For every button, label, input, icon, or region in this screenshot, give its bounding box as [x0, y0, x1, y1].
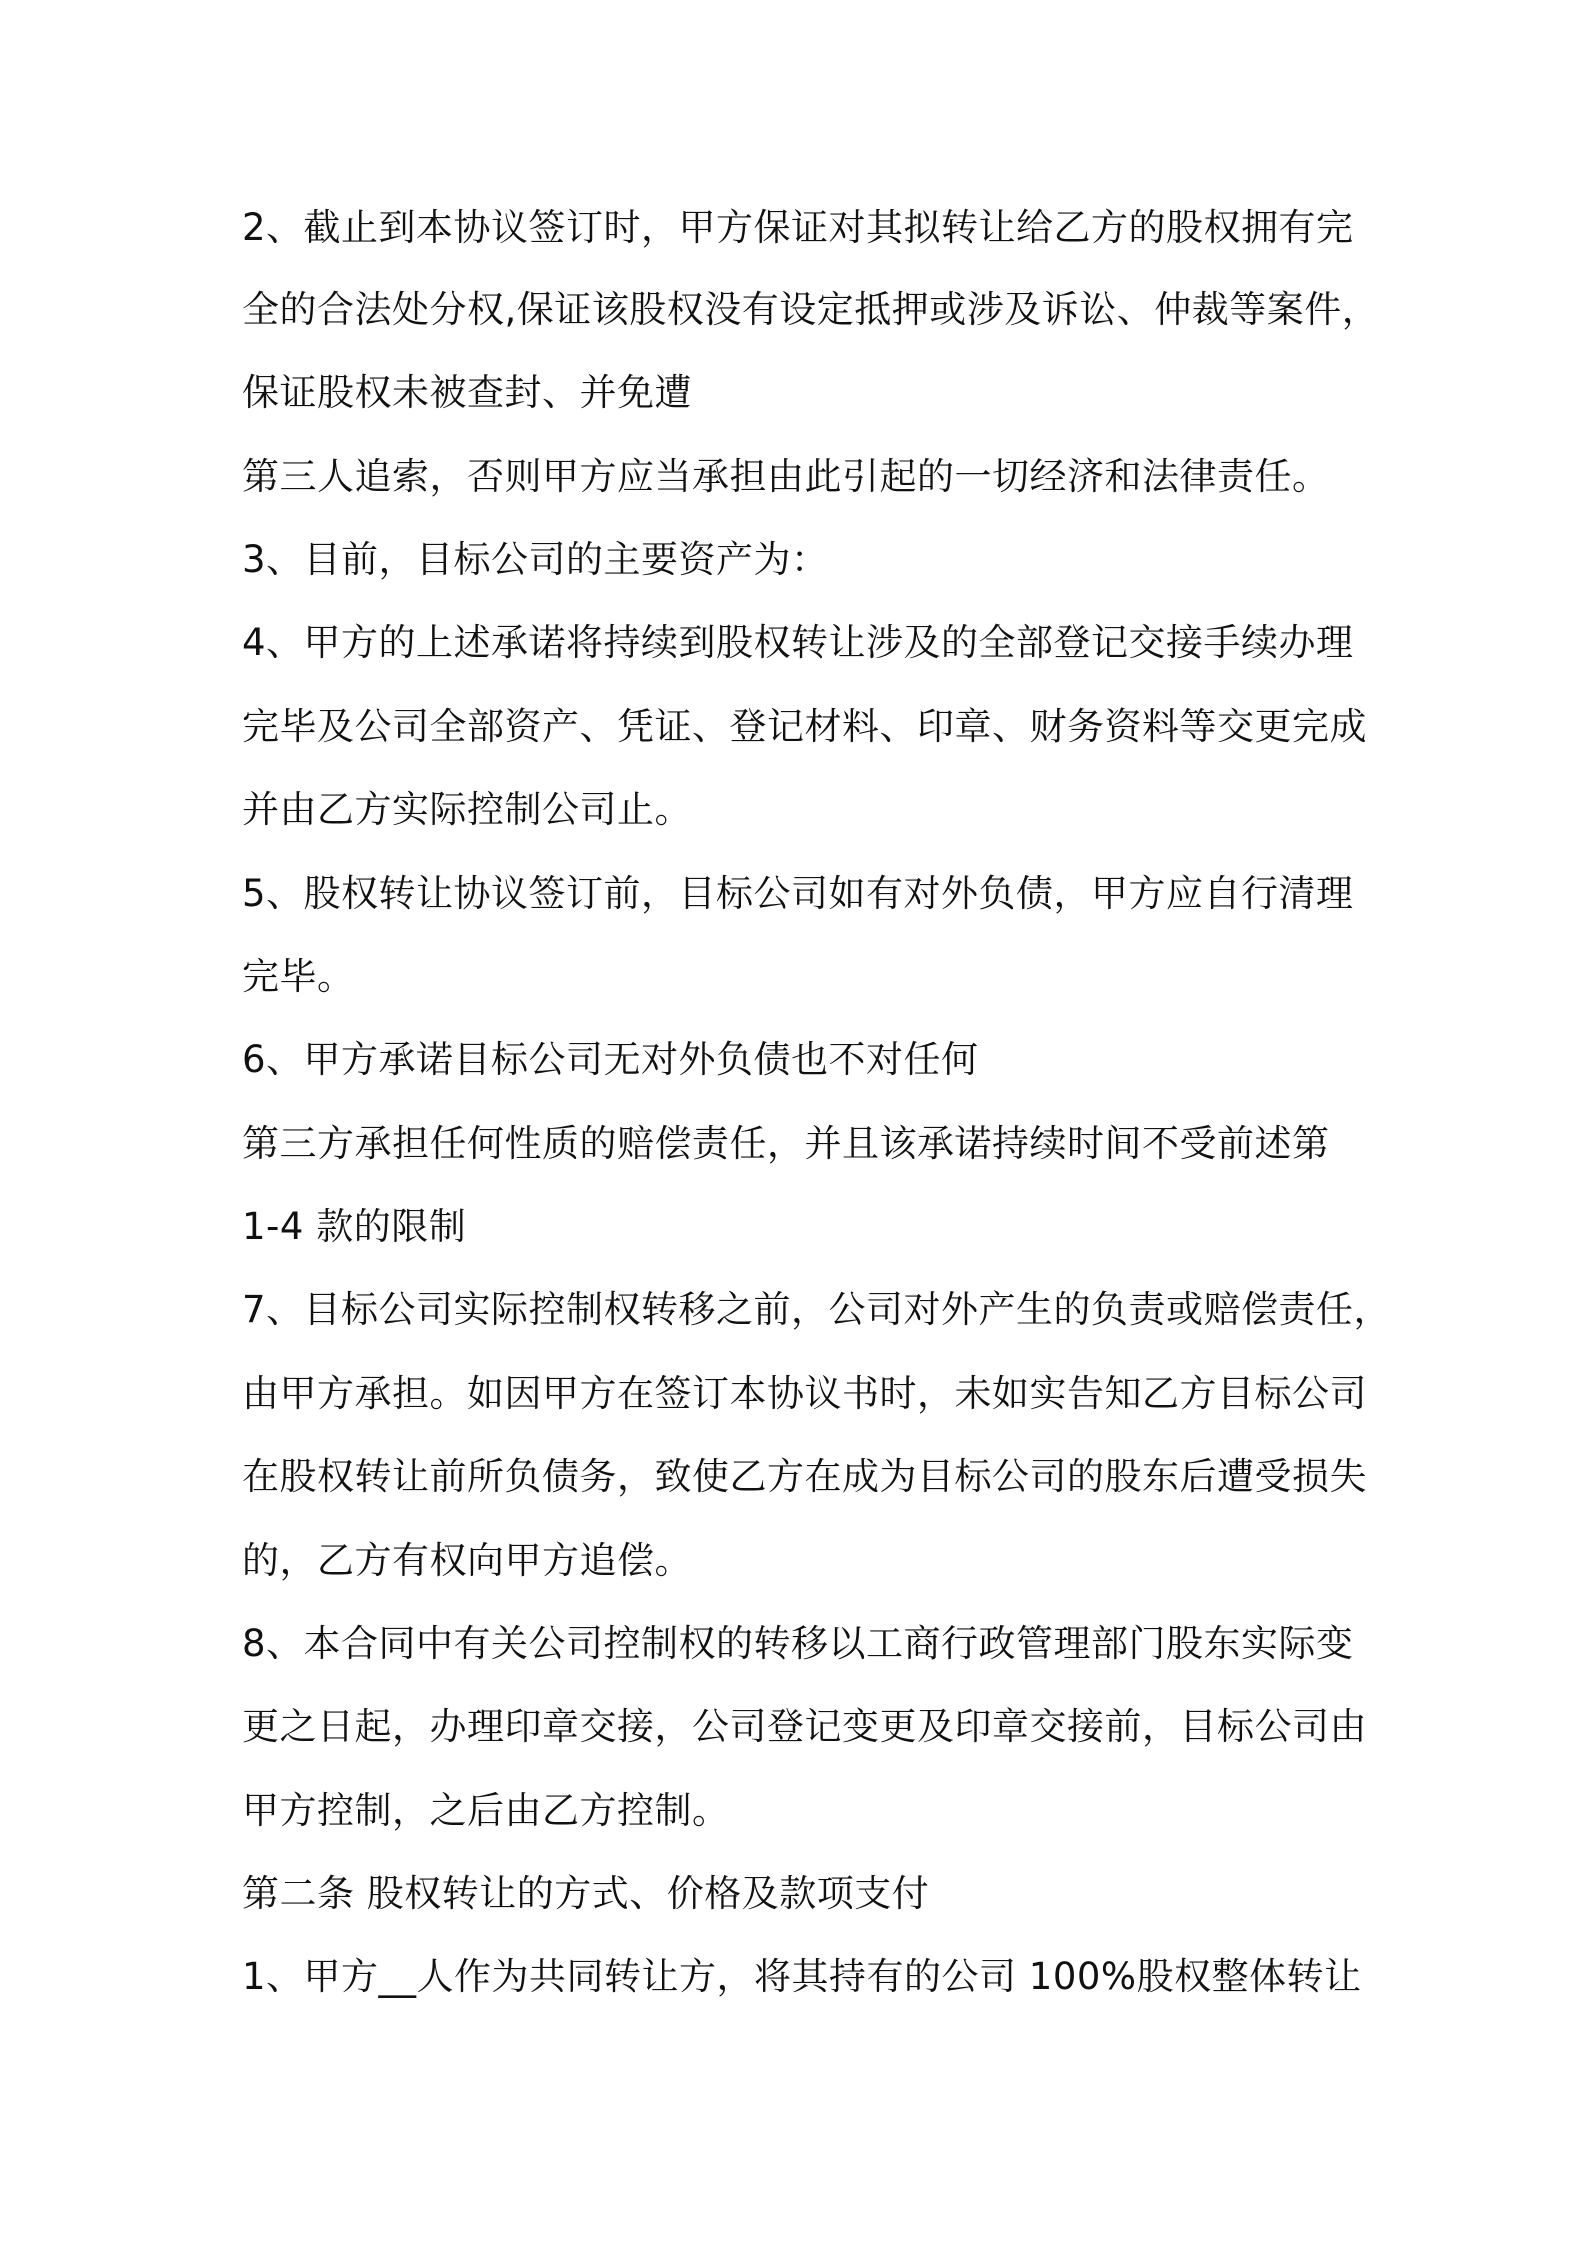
- text-line: 4、甲方的上述承诺将持续到股权转让涉及的全部登记交接手续办理: [242, 621, 1354, 664]
- text-line: 8、本合同中有关公司控制权的转移以工商行政管理部门股东实际变: [242, 1622, 1354, 1665]
- text-line: 2、截止到本协议签订时，甲方保证对其拟转让给乙方的股权拥有完: [242, 206, 1354, 249]
- section-heading: 第二条 股权转让的方式、价格及款项支付: [242, 1872, 930, 1915]
- text-line: 1、甲方__人作为共同转让方，将其持有的公司 100%股权整体转让: [242, 1955, 1362, 1998]
- text-line: 并由乙方实际控制公司止。: [242, 788, 692, 831]
- text-line: 更之日起，办理印章交接，公司登记变更及印章交接前，目标公司由: [242, 1705, 1367, 1748]
- text-line: 5、股权转让协议签订前，目标公司如有对外负债，甲方应自行清理: [242, 872, 1354, 915]
- text-line: 第三人追索，否则甲方应当承担由此引起的一切经济和法律责任。: [242, 455, 1330, 498]
- text-line: 全的合法处分权,保证该股权没有设定抵押或涉及诉讼、仲裁等案件，: [242, 288, 1380, 331]
- text-line: 的，乙方有权向甲方追偿。: [242, 1539, 692, 1582]
- text-line: 在股权转让前所负债务，致使乙方在成为目标公司的股东后遭受损失: [242, 1455, 1367, 1498]
- text-line: 完毕及公司全部资产、凭证、登记材料、印章、财务资料等交更完成: [242, 705, 1367, 748]
- text-line: 甲方控制，之后由乙方控制。: [242, 1789, 730, 1832]
- text-line: 保证股权未被查封、并免遭: [242, 371, 692, 414]
- text-line: 3、目前，目标公司的主要资产为：: [242, 538, 829, 581]
- text-line: 1-4 款的限制: [242, 1205, 467, 1248]
- text-line: 由甲方承担。如因甲方在签订本协议书时，未如实告知乙方目标公司: [242, 1372, 1367, 1415]
- text-line: 7、目标公司实际控制权转移之前，公司对外产生的负责或赔偿责任，: [242, 1288, 1392, 1331]
- text-line: 6、甲方承诺目标公司无对外负债也不对任何: [242, 1038, 979, 1081]
- text-line: 完毕。: [242, 955, 355, 998]
- text-line: 第三方承担任何性质的赔偿责任，并且该承诺持续时间不受前述第: [242, 1122, 1330, 1165]
